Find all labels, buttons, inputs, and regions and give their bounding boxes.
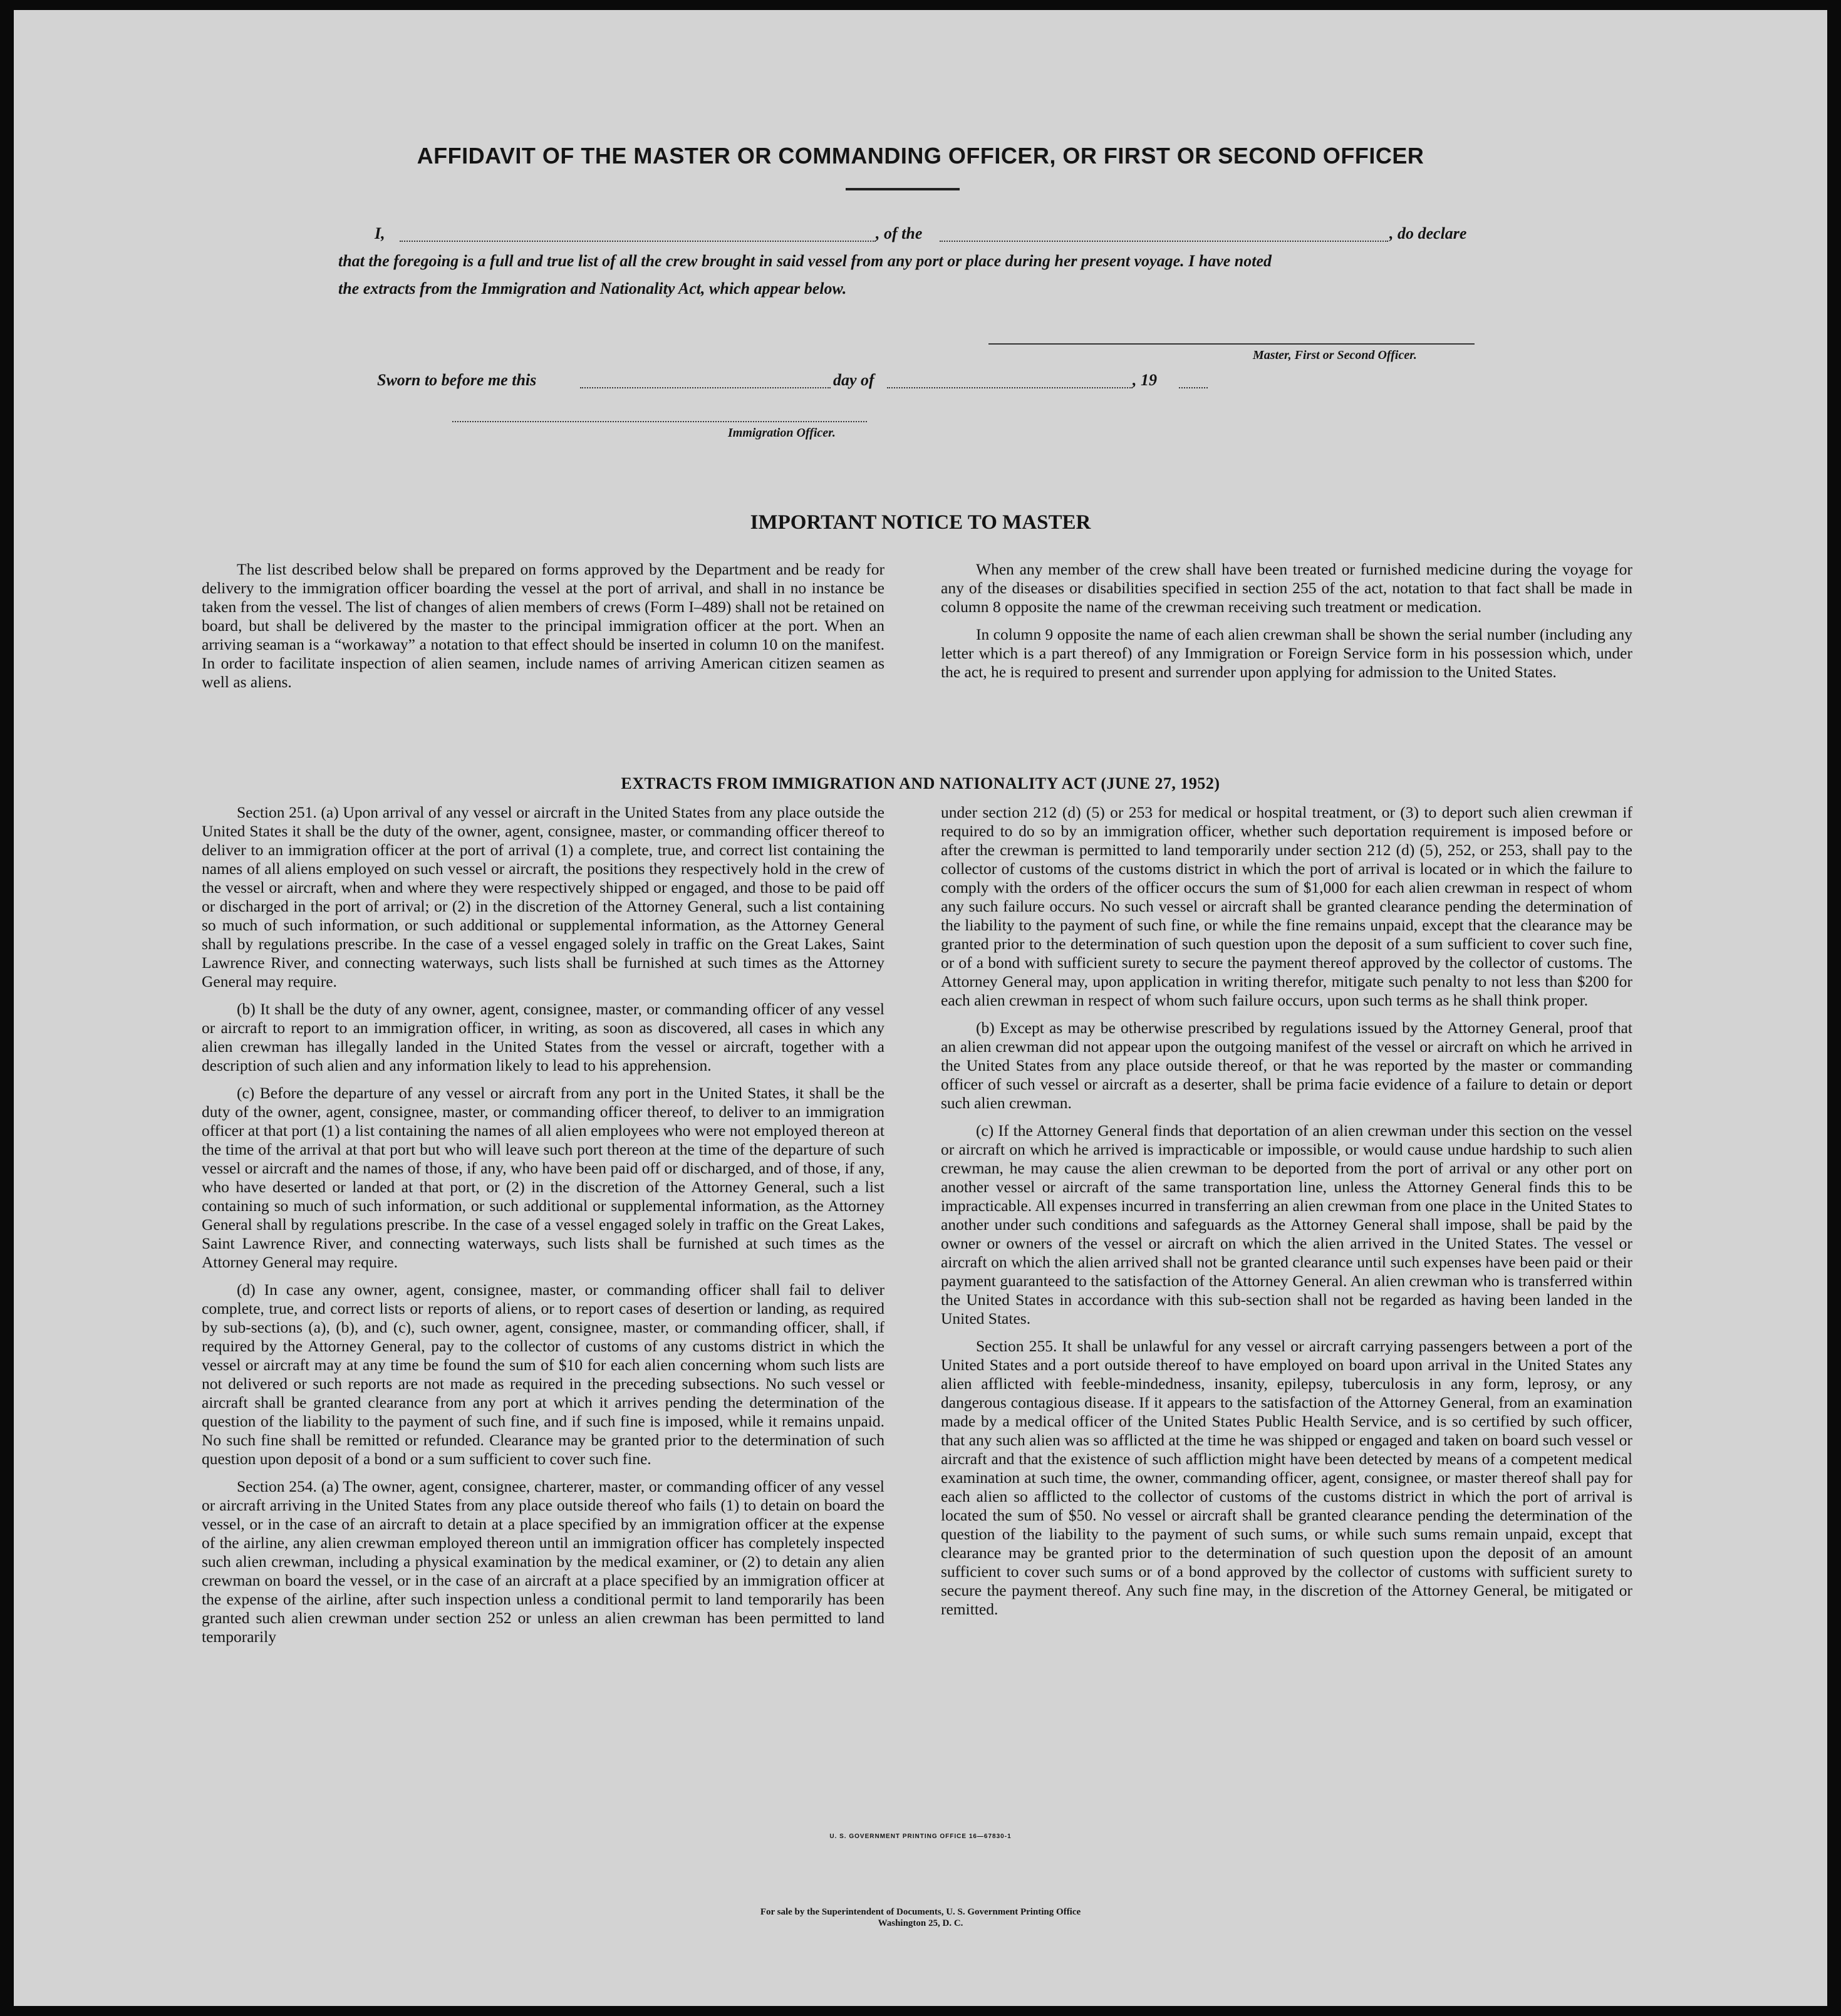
day-of-label: day of bbox=[833, 371, 874, 389]
sworn-day-field[interactable] bbox=[580, 387, 831, 388]
vessel-name-field[interactable] bbox=[940, 241, 1388, 242]
sworn-year-field[interactable] bbox=[1179, 387, 1208, 388]
immigration-officer-signature-line[interactable] bbox=[452, 421, 867, 422]
declaration-line-2: the extracts from the Immigration and Nationality Act, which appear below. bbox=[338, 279, 847, 298]
sworn-label: Sworn to before me this bbox=[377, 371, 537, 389]
i-label: I, bbox=[375, 224, 385, 242]
do-declare-label: , do declare bbox=[1389, 224, 1467, 242]
section-254-a-continued: under section 212 (d) (5) or 253 for medical or hospital treatment, or (3) to deport such alien crewman if required to do so by an immigration officer, whether such deportation requirement is imposed before or after the crewman is permitted to land temporarily under section 212 (d) (5), 252, or 253, shall pay to the collector of customs of the customs district in which the port of arrival is located or in which the failure to comply with the orders of the officer occurs the sum of $1,000 for each alien crewman in respect of whom any such failure occurs. No such vessel or aircraft shall be granted clearance pending the determination of the liability to the payment of such fine, or while the fine remains unpaid, except that the clearance may be granted prior to the determination of such question upon the deposit of a sum sufficient to cover such fine, or of a bond with sufficient surety to secure the payment thereof approved by the collector of customs. The Attorney General may, upon application in writing therefor, mitigate such penalty to not less than $200 for each alien crewman in respect of whom such failure occurs, upon such terms as he shall think proper. bbox=[941, 803, 1632, 1009]
extracts-title: EXTRACTS FROM IMMIGRATION AND NATIONALITY ACT (JUNE 27, 1952) bbox=[621, 774, 1220, 792]
title-divider bbox=[846, 188, 960, 190]
gpo-imprint: U. S. GOVERNMENT PRINTING OFFICE 16—67830-1 bbox=[829, 1833, 1012, 1840]
sale-notice-line-2: Washington 25, D. C. bbox=[878, 1918, 963, 1928]
section-251-d: (d) In case any owner, agent, consignee, master, or commanding officer shall fail to deliver complete, true, and correct lists or reports of aliens, or to report cases of desertion or landing, as required by sub-sections (a), (b), and (c), such owner, agent, consignee, master, or commanding officer, shall, if required by the Attorney General, pay to the collector of customs of any customs district in which the vessel or aircraft may at any time be found the sum of $10 for each alien concerning whom such lists are not delivered or such reports are not made as required in the preceding subsections. No such vessel or aircraft shall be granted clearance from any port at which it arrives pending the determination of the question of the liability to the payment of such fine, and if such fine is imposed, while it remains unpaid. No such fine shall be remitted or refunded. Clearance may be granted prior to the determination of such question upon deposit of a bond or a sum sufficient to cover such fine. bbox=[202, 1281, 884, 1468]
section-254-c: (c) If the Attorney General finds that deportation of an alien crewman under this section on the vessel or aircraft on which he arrived is impracticable or impossible, or would cause undue hardship to such alien crewman, he may cause the alien crewman to be deported from the port of arrival or any other port on another vessel or aircraft of the same transportation line, unless the Attorney General finds this to be impracticable. All expenses incurred in transferring an alien crewman from one place in the United States to another under such conditions and safeguards as the Attorney General shall impose, shall be paid by the owner or owners of the vessel or aircraft on which the alien arrived in the United States. The vessel or aircraft on which the alien arrived shall not be granted clearance until such expenses have been paid or their payment guaranteed to the satisfaction of the Attorney General. An alien crewman who is transferred within the United States in accordance with this sub-section shall not be regarded as having been landed in the United States. bbox=[941, 1121, 1632, 1328]
master-signature-label: Master, First or Second Officer. bbox=[1253, 348, 1417, 362]
affidavit-title: AFFIDAVIT OF THE MASTER OR COMMANDING OFFICER, OR FIRST OR SECOND OFFICER bbox=[417, 143, 1424, 169]
section-255: Section 255. It shall be unlawful for any vessel or aircraft carrying passengers between a port of the United States and a port outside thereof to have employed on board upon arrival in the United States any alien afflicted with feeble-mindedness, insanity, epilepsy, tuberculosis in any form, leprosy, or any dangerous contagious disease. If it appears to the satisfaction of the Attorney General, from an examination made by a medical officer of the United States Public Health Service, and is so certified by such officer, that any such alien was so afflicted at the time he was shipped or engaged and taken on board such vessel or aircraft and that the existence of such affliction might have been detected by means of a competent medical examination at such time, the owner, commanding officer, agent, consignee, or master thereof shall pay for each alien so afflicted to the collector of customs of the customs district in which the port of arrival is located the sum of $50. No vessel or aircraft shall be granted clearance pending the determination of the question of the liability to the payment of such sums, or while such sums remain unpaid, except that clearance may be granted prior to the determination of such question upon the deposit of an amount sufficient to cover such sums or of a bond approved by the collector of customs with sufficient surety to secure the payment thereof. Any such fine may, in the discretion of the Attorney General, be mitigated or remitted. bbox=[941, 1337, 1632, 1618]
extracts-left-column bbox=[202, 803, 884, 1655]
notice-right-column bbox=[941, 560, 1632, 690]
immigration-officer-label: Immigration Officer. bbox=[728, 426, 836, 440]
notice-right-paragraph-1: When any member of the crew shall have been treated or furnished medicine during the voyage for any of the diseases or disabilities specified in section 255 of the act, notation to that fact shall be made in column 8 opposite the name of the crewman receiving such treatment or medication. bbox=[941, 560, 1632, 616]
section-251-b: (b) It shall be the duty of any owner, agent, consignee, master, or commanding officer of any vessel or aircraft to report to an immigration officer, in writing, as soon as discovered, all cases in which any alien crewman has illegally landed in the United States from the vessel or aircraft, together with a description of such alien and any information likely to lead to his apprehension. bbox=[202, 1000, 884, 1074]
form-page bbox=[14, 10, 1827, 2006]
section-254-b: (b) Except as may be otherwise prescribed by regulations issued by the Attorney General, proof that an alien crewman did not appear upon the outgoing manifest of the vessel or aircraft on which he arrived in the United States from any place outside thereof, or that he was reported by the master or commanding officer of such vessel or aircraft as a deserter, shall be prima facie evidence of a failure to detain or deport such alien crewman. bbox=[941, 1019, 1632, 1112]
declaration-line-1: that the foregoing is a full and true list of all the crew brought in said vessel from any port or place during her present voyage. I have noted bbox=[338, 252, 1272, 270]
section-251-a: Section 251. (a) Upon arrival of any vessel or aircraft in the United States from any place outside the United States it shall be the duty of the owner, agent, consignee, master, or commanding officer thereof to deliver to an immigration officer at the port of arrival (1) a complete, true, and correct list containing the names of all aliens employed on such vessel or aircraft, the positions they respectively hold in the crew of the vessel or aircraft, when and where they were respectively shipped or engaged, and those to be paid off or discharged in the port of arrival; or (2) in the discretion of the Attorney General, such a list containing so much of such information, or such additional or supplemental information, as the Attorney General shall by regulations prescribe. In the case of a vessel engaged solely in traffic on the Great Lakes, Saint Lawrence River, and connecting waterways, such lists shall be furnished at such times as the Attorney General may require. bbox=[202, 803, 884, 990]
section-251-c: (c) Before the departure of any vessel or aircraft from any port in the United States, it shall be the duty of the owner, agent, consignee, master, or commanding officer thereof, to deliver to an immigration officer at that port (1) a list containing the names of all alien employees who were not employed thereon at the time of the arrival at that port but who will leave such port thereon at the time of the departure of such vessel or aircraft and the names of those, if any, who have been paid off or discharged, and of those, if any, who have deserted or landed at that port, or (2) in the discretion of the Attorney General, such a list containing so much of such information, or such additional or supplemental information, as the Attorney General shall by regulations prescribe. In the case of a vessel engaged solely in traffic on the Great Lakes, Saint Lawrence River, and connecting waterways, such lists shall be furnished at such times as the Attorney General may require. bbox=[202, 1084, 884, 1271]
notice-left-paragraph: The list described below shall be prepared on forms approved by the Department and be ready for delivery to the immigration officer boarding the vessel at the port of arrival, and shall in no instance be taken from the vessel. The list of changes of alien members of crews (Form I–489) shall not be retained on board, but shall be delivered by the master to the principal immigration officer at the port. When an arriving seaman is a “workaway” a notation to that effect should be inserted in column 10 on the manifest. In order to facilitate inspection of alien seamen, include names of arriving American citizen seamen as well as aliens. bbox=[202, 560, 884, 691]
year-label: , 19 bbox=[1133, 371, 1157, 389]
master-name-field[interactable] bbox=[400, 241, 876, 242]
section-254-a: Section 254. (a) The owner, agent, consignee, charterer, master, or commanding officer of any vessel or aircraft arriving in the United States from any place outside thereof who fails (1) to detain on board the vessel, or in the case of an aircraft to detain at a place specified by an immigration officer at the expense of the airline, any alien crewman employed thereon until an immigration officer has completely inspected such alien crewman, including a physical examination by the medical examiner, or (2) to detain any alien crewman on board the vessel, or in the case of an aircraft at a place specified by an immigration officer at the expense of the airline, after such inspection unless a conditional permit to land temporarily has been granted such alien crewman under section 252 or unless an alien crewman has been permitted to land temporarily bbox=[202, 1477, 884, 1646]
notice-left-column bbox=[202, 560, 884, 700]
notice-title: IMPORTANT NOTICE TO MASTER bbox=[750, 511, 1091, 534]
sworn-month-field[interactable] bbox=[887, 387, 1133, 388]
notice-right-paragraph-2: In column 9 opposite the name of each alien crewman shall be shown the serial number (including any letter which is a part thereof) of any Immigration or Foreign Service form in his possession which, under the act, he is required to present and surrender upon applying for admission to the United States. bbox=[941, 625, 1632, 681]
master-signature-line[interactable] bbox=[988, 343, 1475, 345]
of-the-label: , of the bbox=[876, 224, 923, 242]
sale-notice-line-1: For sale by the Superintendent of Documents, U. S. Government Printing Office bbox=[760, 1907, 1081, 1917]
extracts-right-column bbox=[941, 803, 1632, 1628]
